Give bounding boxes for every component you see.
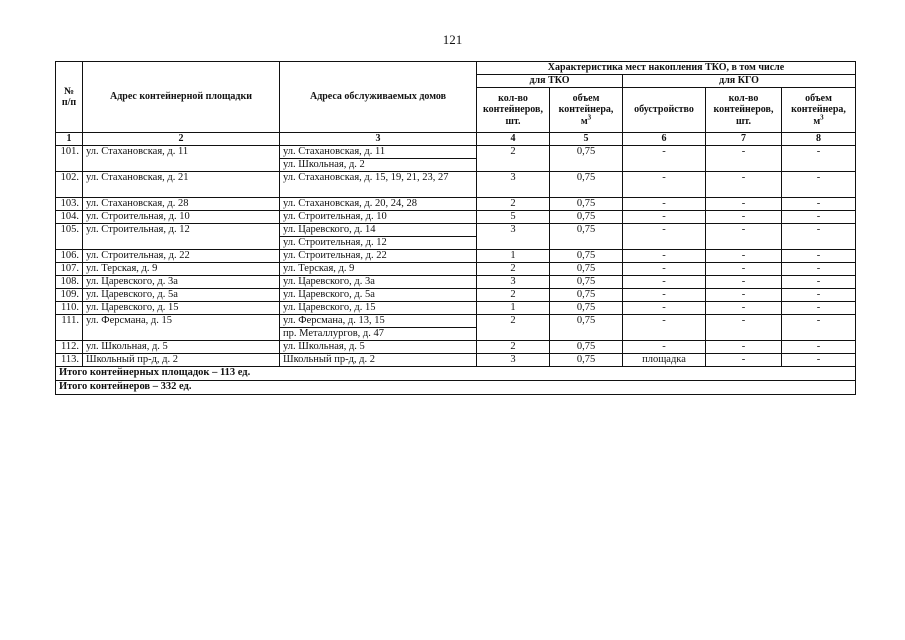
tko-count: 3	[477, 276, 550, 289]
header-num: № п/п	[56, 62, 83, 133]
tko-volume: 0,75	[550, 302, 623, 315]
tko-volume: 0,75	[550, 211, 623, 224]
table-row	[56, 250, 856, 263]
page-number: 121	[442, 32, 463, 47]
kgo-volume: -	[782, 354, 856, 367]
kgo-count: -	[706, 289, 782, 302]
site-address: ул. Стахановская, д. 21	[83, 172, 280, 198]
table-row	[56, 172, 856, 198]
table-row	[56, 224, 856, 250]
table-row	[56, 263, 856, 276]
row-number: 102.	[56, 172, 83, 198]
house-addresses	[280, 198, 477, 211]
table-row	[56, 354, 856, 367]
house-address: ул. Царевского, д. 3а	[283, 276, 375, 287]
tko-count: 2	[477, 289, 550, 302]
kgo-volume: -	[782, 146, 856, 172]
total-containers: Итого контейнеров – 332 ед.	[56, 381, 856, 395]
column-number: 6	[623, 133, 706, 146]
house-addresses	[280, 211, 477, 224]
kgo-count: -	[706, 302, 782, 315]
row-number: 111.	[56, 315, 83, 341]
row-number: 101.	[56, 146, 83, 172]
kgo-volume: -	[782, 198, 856, 211]
kgo-count: -	[706, 263, 782, 276]
arrangement: -	[623, 263, 706, 276]
header-kgo-count: кол-во контейнеров, шт.	[706, 88, 782, 133]
kgo-volume: -	[782, 224, 856, 250]
kgo-count: -	[706, 276, 782, 289]
kgo-count: -	[706, 250, 782, 263]
kgo-count: -	[706, 172, 782, 198]
kgo-volume: -	[782, 263, 856, 276]
arrangement: -	[623, 211, 706, 224]
arrangement: -	[623, 198, 706, 211]
table-row	[56, 302, 856, 315]
kgo-count: -	[706, 224, 782, 250]
kgo-count: -	[706, 198, 782, 211]
kgo-volume: -	[782, 276, 856, 289]
column-number-row	[56, 133, 856, 146]
site-address: ул. Строительная, д. 10	[83, 211, 280, 224]
tko-volume: 0,75	[550, 250, 623, 263]
house-addresses	[280, 341, 477, 354]
tko-count: 2	[477, 146, 550, 172]
site-address: ул. Ферсмана, д. 15	[83, 315, 280, 341]
table-row	[56, 315, 856, 341]
tko-count: 5	[477, 211, 550, 224]
tko-volume: 0,75	[550, 263, 623, 276]
tko-count: 2	[477, 341, 550, 354]
house-addresses	[280, 146, 477, 172]
arrangement: -	[623, 315, 706, 341]
tko-volume: 0,75	[550, 289, 623, 302]
tko-count: 3	[477, 172, 550, 198]
table-row	[56, 341, 856, 354]
tko-count: 2	[477, 263, 550, 276]
kgo-volume: -	[782, 172, 856, 198]
site-address: ул. Царевского, д. 5а	[83, 289, 280, 302]
total-sites: Итого контейнерных площадок – 113 ед.	[56, 367, 856, 381]
kgo-count: -	[706, 341, 782, 354]
house-address: ул. Стахановская, д. 20, 24, 28	[283, 198, 417, 209]
house-addresses	[280, 263, 477, 276]
column-number: 8	[782, 133, 856, 146]
house-address: ул. Строительная, д. 10	[283, 211, 387, 222]
header-characteristics: Характеристика мест накопления ТКО, в том числе	[477, 62, 856, 75]
header-arrangement: обустройство	[623, 88, 706, 133]
tko-count: 1	[477, 250, 550, 263]
table-row	[56, 289, 856, 302]
kgo-volume: -	[782, 211, 856, 224]
tko-volume: 0,75	[550, 146, 623, 172]
house-addresses	[280, 354, 477, 367]
row-number: 105.	[56, 224, 83, 250]
kgo-volume: -	[782, 250, 856, 263]
tko-volume: 0,75	[550, 276, 623, 289]
house-addresses	[280, 224, 477, 250]
kgo-count: -	[706, 211, 782, 224]
tko-volume: 0,75	[550, 341, 623, 354]
house-address: ул. Строительная, д. 12	[280, 236, 476, 249]
row-number: 107.	[56, 263, 83, 276]
arrangement: -	[623, 250, 706, 263]
column-number: 4	[477, 133, 550, 146]
arrangement: -	[623, 172, 706, 198]
site-address: ул. Стахановская, д. 28	[83, 198, 280, 211]
header-kgo-group: для КГО	[623, 75, 856, 88]
table-row	[56, 276, 856, 289]
tko-count: 2	[477, 198, 550, 211]
house-address: ул. Стахановская, д. 11	[283, 146, 386, 157]
row-number: 113.	[56, 354, 83, 367]
house-address: ул. Школьная, д. 5	[283, 341, 365, 352]
house-address: ул. Строительная, д. 22	[283, 250, 387, 261]
kgo-count: -	[706, 146, 782, 172]
kgo-volume: -	[782, 341, 856, 354]
row-number: 112.	[56, 341, 83, 354]
tko-volume: 0,75	[550, 224, 623, 250]
site-address: Школьный пр-д, д. 2	[83, 354, 280, 367]
kgo-volume: -	[782, 302, 856, 315]
row-number: 103.	[56, 198, 83, 211]
tko-count: 3	[477, 224, 550, 250]
tko-volume: 0,75	[550, 172, 623, 198]
row-number: 106.	[56, 250, 83, 263]
kgo-volume: -	[782, 315, 856, 341]
column-number: 3	[280, 133, 477, 146]
column-number: 5	[550, 133, 623, 146]
site-address: ул. Царевского, д. 3а	[83, 276, 280, 289]
tko-count: 3	[477, 354, 550, 367]
site-address: ул. Школьная, д. 5	[83, 341, 280, 354]
row-number: 109.	[56, 289, 83, 302]
arrangement: -	[623, 224, 706, 250]
kgo-count: -	[706, 354, 782, 367]
header-tko-volume: объем контейнера, $м^3$	[550, 88, 623, 133]
container-sites-table	[55, 61, 856, 395]
arrangement: площадка	[623, 354, 706, 367]
header-kgo-volume: объем контейнера, $м^3$	[782, 88, 856, 133]
house-addresses	[280, 289, 477, 302]
header-tko-group: для ТКО	[477, 75, 623, 88]
header-site-address: Адрес контейнерной площадки	[83, 62, 280, 133]
arrangement: -	[623, 289, 706, 302]
arrangement: -	[623, 146, 706, 172]
arrangement: -	[623, 302, 706, 315]
house-address: ул. Школьная, д. 2	[280, 158, 476, 171]
kgo-volume: -	[782, 289, 856, 302]
site-address: ул. Строительная, д. 12	[83, 224, 280, 250]
arrangement: -	[623, 276, 706, 289]
house-address: ул. Царевского, д. 15	[283, 302, 376, 313]
table-row	[56, 198, 856, 211]
tko-volume: 0,75	[550, 315, 623, 341]
column-number: 1	[56, 133, 83, 146]
row-number: 110.	[56, 302, 83, 315]
row-number: 104.	[56, 211, 83, 224]
site-address: ул. Строительная, д. 22	[83, 250, 280, 263]
tko-volume: 0,75	[550, 354, 623, 367]
site-address: ул. Стахановская, д. 11	[83, 146, 280, 172]
header-tko-count: кол-во контейнеров, шт.	[477, 88, 550, 133]
tko-count: 1	[477, 302, 550, 315]
house-addresses	[280, 302, 477, 315]
house-address: ул. Терская, д. 9	[283, 263, 355, 274]
tko-count: 2	[477, 315, 550, 341]
row-number: 108.	[56, 276, 83, 289]
tko-volume: 0,75	[550, 198, 623, 211]
header-house-addresses: Адреса обслуживаемых домов	[280, 62, 477, 133]
table-row	[56, 146, 856, 172]
house-addresses	[280, 315, 477, 341]
column-number: 7	[706, 133, 782, 146]
site-address: ул. Терская, д. 9	[83, 263, 280, 276]
arrangement: -	[623, 341, 706, 354]
column-number: 2	[83, 133, 280, 146]
table-row	[56, 211, 856, 224]
house-addresses	[280, 250, 477, 263]
site-address: ул. Царевского, д. 15	[83, 302, 280, 315]
house-address: Школьный пр-д, д. 2	[283, 354, 376, 365]
house-addresses	[280, 172, 477, 198]
house-address: ул. Царевского, д. 5а	[283, 289, 375, 300]
house-address: ул. Стахановская, д. 15, 19, 21, 23, 27	[283, 172, 449, 183]
house-address: ул. Ферсмана, д. 13, 15	[283, 315, 385, 326]
house-addresses	[280, 276, 477, 289]
kgo-count: -	[706, 315, 782, 341]
house-address: ул. Царевского, д. 14	[283, 224, 376, 235]
house-address: пр. Металлургов, д. 47	[280, 327, 476, 340]
